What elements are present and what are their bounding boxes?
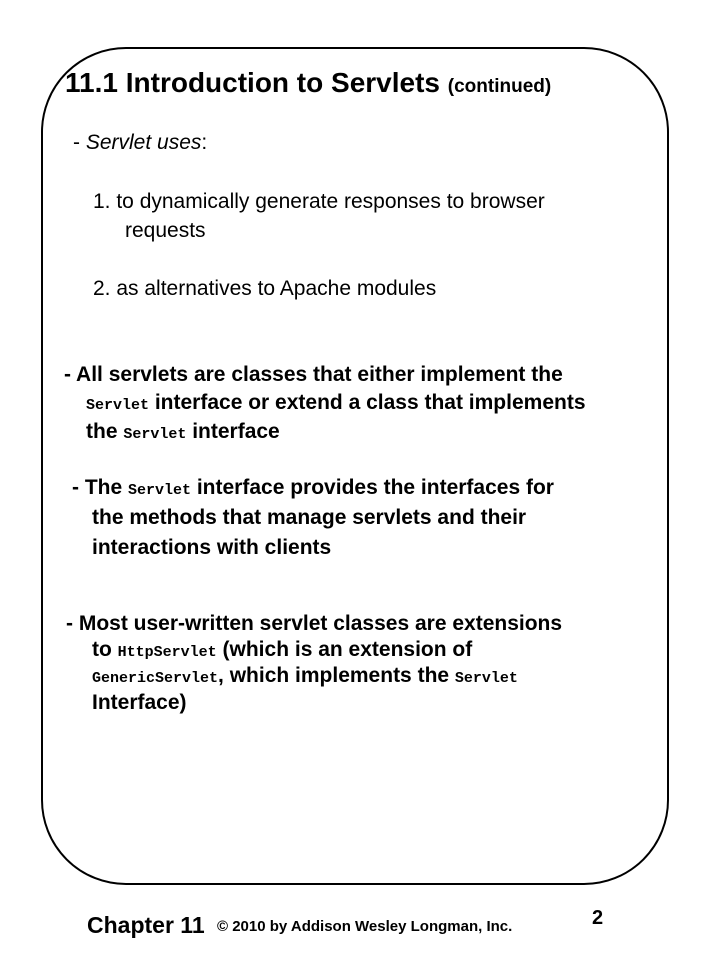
use-item-1-line-2: requests — [125, 219, 206, 242]
code-servlet: Servlet — [454, 670, 518, 687]
slide-title — [65, 66, 551, 104]
para1-line-3 — [86, 420, 280, 447]
para3-line-3 — [92, 664, 518, 691]
para2-line-1-text2: interface provides the interfaces for — [191, 476, 554, 499]
uses-colon: : — [201, 131, 208, 154]
para2-line-1-text1: - The — [72, 476, 128, 499]
uses-prefix: - — [73, 131, 86, 154]
para1-line-3-text2: interface — [186, 420, 280, 443]
slide-frame — [41, 47, 669, 885]
uses-label: Servlet uses — [85, 131, 202, 154]
para1-line-1: - All servlets are classes that either implement the — [64, 363, 563, 386]
para3-line-3-text: , which implements the — [218, 664, 455, 687]
para1-line-2-text: interface or extend a class that implements — [149, 391, 586, 414]
para2-line-3: interactions with clients — [92, 536, 332, 559]
servlet-uses-heading — [73, 131, 207, 155]
code-httpservlet: HttpServlet — [117, 644, 217, 661]
footer-chapter: Chapter 11 — [87, 912, 205, 938]
para3-line-4: Interface) — [92, 691, 187, 714]
para1-line-3-text1: the — [86, 420, 124, 443]
code-servlet: Servlet — [123, 426, 187, 443]
use-item-2: 2. as alternatives to Apache modules — [93, 277, 437, 300]
slide-title-text: 11.1 Introduction to Servlets — [65, 67, 440, 98]
code-servlet: Servlet — [86, 397, 150, 414]
para3-line-1: - Most user-written servlet classes are extensions — [66, 612, 563, 635]
para3-line-2 — [92, 638, 472, 665]
para3-line-2-text1: to — [92, 638, 118, 661]
code-servlet: Servlet — [128, 482, 192, 499]
code-genericservlet: GenericServlet — [92, 670, 219, 687]
page-number: 2 — [592, 907, 604, 929]
footer-copyright: © 2010 by Addison Wesley Longman, Inc. — [217, 918, 513, 935]
para1-line-2 — [86, 391, 586, 418]
para3-line-2-text2: (which is an extension of — [216, 638, 473, 661]
para2-line-1 — [72, 476, 554, 503]
para2-line-2: the methods that manage servlets and their — [92, 506, 527, 529]
use-item-1-line-1: 1. to dynamically generate responses to browser — [93, 190, 545, 213]
slide-title-suffix: (continued) — [447, 76, 552, 97]
